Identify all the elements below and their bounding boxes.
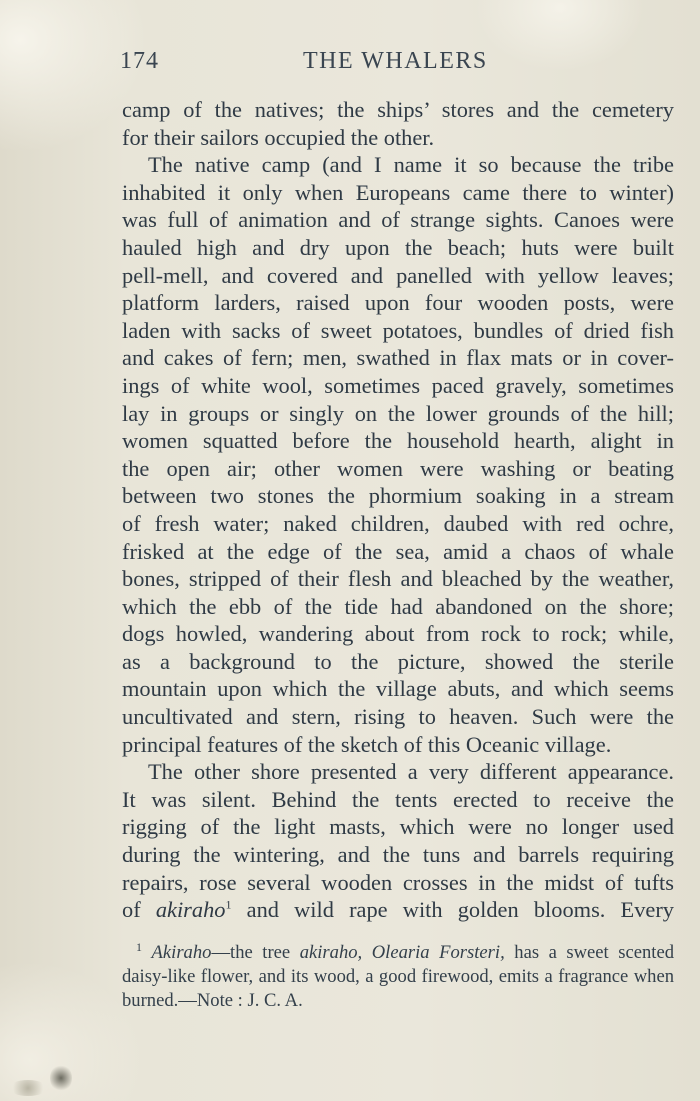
text-line: frisked at the edge of the sea, amid a chaos of whale [122,538,674,564]
text-line: camp of the natives; the ships’ stores and the cemetery [122,97,674,122]
paper-stain [8,1080,48,1096]
text-line: platform larders, raised upon four wooden posts, were [122,290,674,316]
text-fragment: and wild rape with golden blooms. Every [231,897,674,923]
footnote-fragment: has a sweet scented [504,942,674,963]
footnote-line: burned.—Note : J. C. A. [122,990,303,1011]
text-line: between two stones the phormium soaking in a stream [122,483,674,509]
text-line: inhabited it only when Europeans came there to winter) [122,179,674,205]
footnote-term: akiraho, [299,942,363,963]
text-line: which the ebb of the tide had abandoned on the shore; [122,593,674,619]
text-line: as a background to the picture, showed the sterile [122,648,674,674]
page-number: 174 [120,48,159,74]
text-line: during the wintering, and the tuns and barrels requiring [122,842,674,868]
page-header [0,48,700,80]
paper-stain [50,1064,72,1092]
text-line: It was silent. Behind the tents erected to receive the [122,786,674,812]
text-line: rigging of the light masts, which were no longer used [122,814,674,840]
text-line: pell-mell, and covered and panelled with yellow leaves; [122,262,674,288]
text-line: bones, stripped of their flesh and bleached by the weather, [122,566,674,592]
footnote-line: daisy-like flower, and its wood, a good firewood, emits a fragrance when [122,966,674,987]
text-fragment: of [122,897,156,923]
text-line: laden with sacks of sweet potatoes, bundles of dried fish [122,317,674,343]
text-line: ings of white wool, sometimes paced gravely, sometimes [122,372,674,398]
footnote-term: Akiraho [151,942,212,963]
footnote-reference: 1 [225,897,232,912]
footnote [122,941,674,1013]
footnote-latin-name: Olearia Forsteri, [371,942,505,963]
italic-term: akiraho [155,897,226,923]
footnote-line [122,941,674,965]
body-text [122,96,674,924]
text-line: repairs, rose several wooden crosses in the midst of tufts [122,869,674,895]
text-line: dogs howled, wandering about from rock to rock; while, [122,621,674,647]
text-line: The other shore presented a very different appearance. [148,759,674,785]
text-line: of fresh water; naked children, daubed with red ochre, [122,510,674,536]
text-line: principal features of the sketch of this Oceanic village. [122,731,612,757]
text-line: and cakes of fern; men, swathed in flax mats or in cover- [122,345,674,371]
text-line: mountain upon which the village abuts, and which seems [122,676,674,702]
text-line-with-footnote-ref [122,896,674,924]
text-line: the open air; other women were washing or beating [122,455,674,481]
text-line: hauled high and dry upon the beach; huts were built [122,234,674,260]
text-line: for their sailors occupied the other. [122,124,435,150]
text-line: uncultivated and stern, rising to heaven. Such were the [122,704,674,730]
text-line: was full of animation and of strange sights. Canoes were [122,207,674,233]
footnote-mark: 1 [136,939,142,954]
running-head: THE WHALERS [303,48,488,74]
text-line: lay in groups or singly on the lower grounds of the hill; [122,400,674,426]
footnote-fragment: —the tree [211,942,300,963]
text-line: The native camp (and I name it so because the tribe [148,152,674,178]
text-line: women squatted before the household hearth, alight in [122,428,674,454]
